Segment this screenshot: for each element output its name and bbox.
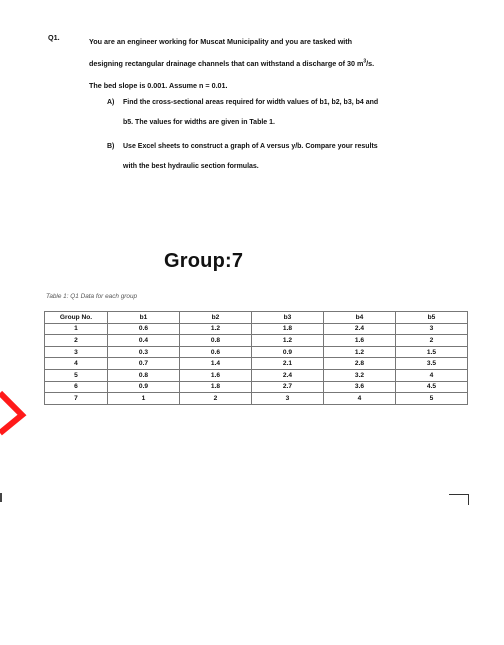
cell: 1.6 xyxy=(180,369,252,381)
cell: 0.3 xyxy=(108,346,180,358)
cell: 1.2 xyxy=(180,323,252,335)
cell: 5 xyxy=(45,369,108,381)
cell: 2 xyxy=(45,335,108,347)
cell: 0.7 xyxy=(108,358,180,370)
part-b xyxy=(107,137,467,177)
cell: 4 xyxy=(396,369,468,381)
cell: 1.8 xyxy=(252,323,324,335)
cell: 1.8 xyxy=(180,381,252,393)
part-a xyxy=(107,93,467,133)
cell: 1.5 xyxy=(396,346,468,358)
group-data-table xyxy=(44,311,468,405)
table-caption: Table 1: Q1 Data for each group xyxy=(46,293,138,300)
cell: 0.8 xyxy=(180,335,252,347)
table-row-highlighted xyxy=(45,393,468,405)
cell: 2.4 xyxy=(252,369,324,381)
table-row xyxy=(45,369,468,381)
part-b-letter: B) xyxy=(107,143,115,150)
cell: 1.6 xyxy=(324,335,396,347)
group-title: Group:7 xyxy=(164,250,244,272)
part-a-line-2: b5. The values for widths are given in Table 1. xyxy=(123,119,275,126)
cell: 4 xyxy=(324,393,396,405)
corner-mark xyxy=(449,492,469,504)
cell: 3.5 xyxy=(396,358,468,370)
cell: 2.7 xyxy=(252,381,324,393)
header-b4: b4 xyxy=(324,312,396,324)
cell: 1.2 xyxy=(324,346,396,358)
cell: 3 xyxy=(252,393,324,405)
question-text xyxy=(89,31,464,97)
cell: 1.4 xyxy=(180,358,252,370)
table-row xyxy=(45,358,468,370)
cell: 2.4 xyxy=(324,323,396,335)
cell: 4.5 xyxy=(396,381,468,393)
cell: 3 xyxy=(396,323,468,335)
cell: 0.6 xyxy=(180,346,252,358)
cell: 1.2 xyxy=(252,335,324,347)
cell: 2.1 xyxy=(252,358,324,370)
cell: 7 xyxy=(45,393,108,405)
table-row xyxy=(45,381,468,393)
question-line-3: The bed slope is 0.001. Assume n = 0.01. xyxy=(89,81,228,90)
cell: 0.9 xyxy=(108,381,180,393)
question-parts xyxy=(107,93,467,181)
cell: 3 xyxy=(45,346,108,358)
header-b2: b2 xyxy=(180,312,252,324)
cell: 2 xyxy=(396,335,468,347)
header-b1: b1 xyxy=(108,312,180,324)
question-line-1: You are an engineer working for Muscat Municipality and you are tasked with xyxy=(89,37,353,46)
red-arrow-icon xyxy=(0,388,28,436)
part-b-line-2: with the best hydraulic section formulas. xyxy=(123,163,259,170)
cell: 0.8 xyxy=(108,369,180,381)
cell: 0.4 xyxy=(108,335,180,347)
cell: 3.6 xyxy=(324,381,396,393)
table-row xyxy=(45,323,468,335)
cell: 6 xyxy=(45,381,108,393)
part-a-line-1: Find the cross-sectional areas required for width values of b1, b2, b3, b4 and xyxy=(123,99,379,106)
cell: 2 xyxy=(180,393,252,405)
page-edge-mark xyxy=(0,493,2,502)
question-number: Q1. xyxy=(48,33,60,42)
cell: 1 xyxy=(45,323,108,335)
cell: 0.9 xyxy=(252,346,324,358)
part-a-letter: A) xyxy=(107,99,115,106)
header-group-no: Group No. xyxy=(45,312,108,324)
cell: 4 xyxy=(45,358,108,370)
header-b3: b3 xyxy=(252,312,324,324)
part-b-line-1: Use Excel sheets to construct a graph of A versus y/b. Compare your results xyxy=(123,143,378,150)
header-b5: b5 xyxy=(396,312,468,324)
table-header-row xyxy=(45,312,468,324)
cell: 2.8 xyxy=(324,358,396,370)
question-line-2: designing rectangular drainage channels that can withstand a discharge of 30 $m^3/s$. xyxy=(89,58,375,68)
cell: 1 xyxy=(108,393,180,405)
cell: 5 xyxy=(396,393,468,405)
table-row xyxy=(45,346,468,358)
table-row xyxy=(45,335,468,347)
cell: 0.6 xyxy=(108,323,180,335)
cell: 3.2 xyxy=(324,369,396,381)
